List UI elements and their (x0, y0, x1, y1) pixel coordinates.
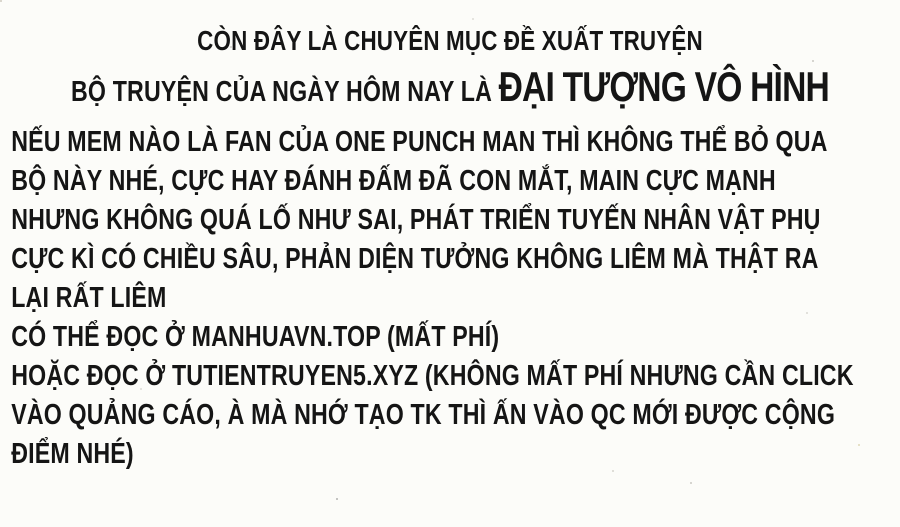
source-line: HOẶC ĐỌC Ở TUTIENTRUYEN5.XYZ (KHÔNG MẤT PHÍ NHƯNG CẦN CLICK (11, 360, 854, 392)
today-line (0, 62, 900, 117)
review-line: CỰC KÌ CÓ CHIỀU SÂU, PHẢN DIỆN TƯỞNG KHÔNG LIÊM MÀ THẬT RA (11, 243, 819, 275)
source-line: CÓ THỂ ĐỌC Ở MANHUAVN.TOP (MẤT PHÍ) (11, 321, 500, 353)
review-line: NHƯNG KHÔNG QUÁ LỐ NHƯ SAI, PHÁT TRIỂN TUYẾN NHÂN VẬT PHỤ (11, 204, 821, 236)
review-line: NẾU MEM NÀO LÀ FAN CỦA ONE PUNCH MAN THÌ KHÔNG THỂ BỎ QUA (11, 126, 828, 158)
review-paragraph (0, 123, 900, 318)
today-prefix: BỘ TRUYỆN CỦA NGÀY HÔM NAY LÀ (70, 76, 499, 108)
reading-sources-paragraph (0, 318, 900, 474)
series-title: ĐẠI TƯỢNG VÔ HÌNH (498, 63, 829, 110)
source-line: VÀO QUẢNG CÁO, À MÀ NHỚ TẠO TK THÌ ẤN VÀO QC MỚI ĐƯỢC CỘNG (11, 399, 836, 431)
review-line: BỘ NÀY NHÉ, CỰC HAY ĐÁNH ĐẤM ĐÃ CON MẮT, MAIN CỰC MẠNH (11, 165, 776, 197)
review-line: LẠI RẤT LIÊM (11, 282, 167, 314)
intro-line: CÒN ĐÂY LÀ CHUYÊN MỤC ĐỀ XUẤT TRUYỆN (197, 25, 703, 56)
source-line: ĐIỂM NHÉ) (11, 438, 134, 470)
